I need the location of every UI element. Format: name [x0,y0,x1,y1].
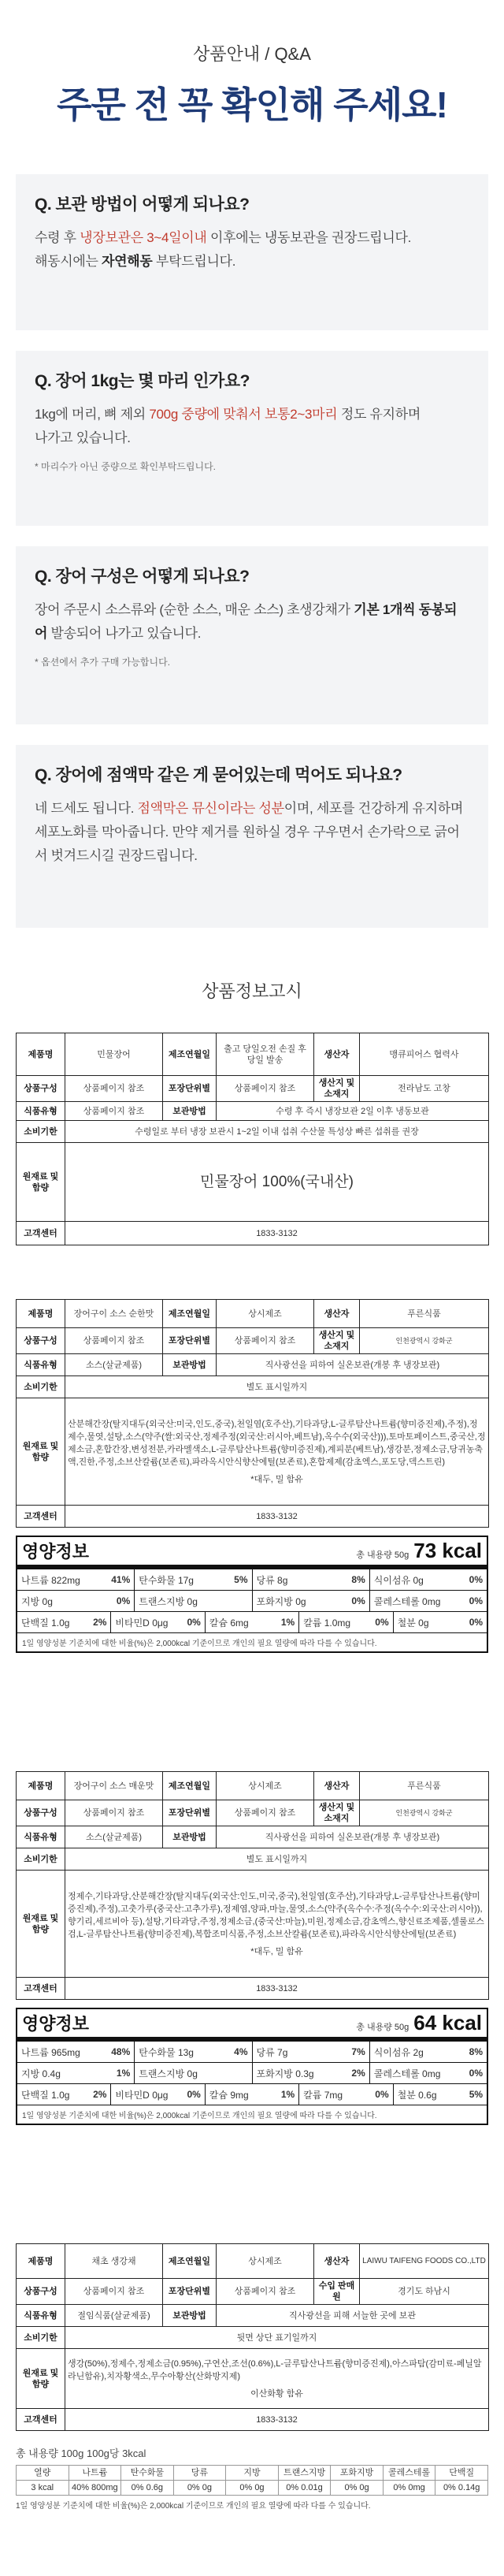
nutrition-cell [135,1569,252,1590]
nutrition-amount: 2g [413,2046,424,2058]
nutrition-cell [253,1569,370,1590]
qa-question: Q. 보관 방법이 어떻게 되나요? [35,195,250,214]
header [0,0,504,128]
nutrition-name: 포화지방 [256,2068,296,2079]
qa-item [16,546,488,724]
nutrition-cell [299,1612,393,1632]
ginger-nutrition-table [16,2465,488,2496]
nutrition-amount: 0g [418,1617,429,1629]
nutrition-label [257,2046,288,2059]
nutrition-cell [370,1569,487,1590]
nutrition-percent: 0% [469,1617,484,1628]
nutrition-name: 트랜스지방 [139,2068,187,2079]
nutrition-label [21,1595,53,1608]
nutrition-label [374,1595,441,1608]
nutrition-cell [253,2042,370,2062]
nutrition-label [21,2067,61,2080]
info-table-sauce-hot: 제품명 장어구이 소스 매운맛 제조연월일 상시제조 생산자 푸른식품 상품구성 상품페이지 참조 포장단위별 상품페이지 참조 생산지 및 소재지 인천광역시 강화군 식품유형 소스(살균제품) 보관방법 직사광선을 피하여 실온보관(개봉 후 냉장보관) 소비기한 별도 표시일까지 원재료 및 함량 정제수,기타과당,산분해간장(탈지대두(외국산:인도,미국,중국),천일염(호주산),기타과당,L-글루탐산나트륨(향미증진제),주정),고춧가루(중국산:고추가루),정제염,양파,마늘,물엿,소스(약주(옥수수:주정(옥수수:외국산:러시아)),향기리,세르비아 등),설탕,기타과당,주정,정제소금,(중국산:마늘),미원,정제소금,감초엑스,향신료조제품,셀룰로스검,L-글루탐산나트륨(향미증진제),복합조미식품,주정,소브산칼륨(보존료),파라옥시안식향산에틸(보존료) *대두, 밀 함유 고객센터 1833-3132 [16,1771,489,2000]
nutrition-percent: 0% [375,1617,389,1628]
nutrition-name: 지방 [21,2068,43,2079]
nutrition-amount: 7g [277,2046,288,2058]
ginger-nutrition-head: 포화지방 [331,2466,384,2481]
nutrition-amount: 822mg [51,1574,80,1586]
ginger-nutrition-head: 탄수화물 [121,2466,174,2481]
nutrition-label [21,2046,80,2059]
qa-note: * 옵션에서 추가 구매 가능합니다. [35,657,171,668]
nutrition-cell [17,2084,111,2105]
nutrition-cell [206,1612,299,1632]
qa-item [16,745,488,928]
ginger-nutrition-head: 트랜스지방 [278,2466,331,2481]
nutrition-percent: 0% [469,1574,483,1585]
nutrition-amount: 9mg [230,2089,249,2101]
nutrition-percent: 41% [111,1574,131,1585]
nutrition-amount: 0.4g [42,2068,61,2079]
nutrition-amount: 0.6g [418,2089,437,2101]
nutrition-percent: 0% [187,2089,201,2100]
nutrition-amount: 8g [277,1574,288,1586]
nutrition-amount: 0mg [422,2068,441,2079]
nutrition-percent: 48% [111,2046,131,2057]
nutrition-row [17,1612,487,1633]
info-title: 상품정보고시 [202,981,302,1001]
ginger-nutrition-value: 0% 0g [331,2481,384,2496]
nutrition-name: 나트륨 [21,1574,52,1586]
qa-question: Q. 장어 구성은 어떻게 되나요? [35,568,250,586]
nutrition-percent: 1% [280,2089,295,2100]
nutrition-label [257,2067,314,2080]
nutrition-percent: 7% [351,2046,365,2057]
nutrition-row [17,1591,487,1612]
nutrition-hot [16,2008,488,2125]
nutrition-percent: 0% [116,1595,131,1606]
nutrition-cell [299,2084,393,2105]
nutrition-percent: 4% [234,2046,248,2057]
nutrition-percent: 8% [351,1574,365,1585]
nutrition-percent: 0% [351,1595,365,1606]
nutrition-amount: 0μg [152,1617,169,1629]
nutrition-cell [135,2063,252,2083]
ginger-nutrition-head: 열량 [17,2466,69,2481]
header-title: 주문 전 꼭 확인해 주세요! [57,84,447,125]
nutrition-label [374,1573,424,1587]
nutrition-name: 철분 [397,2089,419,2101]
info-table-sauce-mild: 제품명 장어구이 소스 순한맛 제조연월일 상시제조 생산자 푸른식품 상품구성 상품페이지 참조 포장단위별 상품페이지 참조 생산지 및 소재지 인천광역시 강화군 식품유형 소스(살균제품) 보관방법 직사광선을 피하여 실온보관(개봉 후 냉장보관) 소비기한 별도 표시일까지 원재료 및 함량 산분해간장(탈지대두(외국산:미국,인도,중국),천일염(호주산),기타과당,L-글루탐산나트륨(향미증진제),주정),정제수,물엿,설탕,소스(약주(쌀:외국산,정제주정(외국산:러시아,베트남),옥수수(외국산))),토마토페이스트,중국산,정제소금,혼합간장,변성전분,카라멜색소,L-글루탐산나트륨(향미증진제),계피분(베트남),생강분,정제소금,당귀농축액,진한,주정,소브산칼륨(보존료),파라옥시안식향산에틸(보존료),혼합제제(감초엑스,포도당,덱스트린) *대두, 밀 함유 고객센터 1833-3132 [16,1299,489,1528]
ginger-nutrition-head: 당류 [173,2466,226,2481]
nutrition-name: 단백질 [21,2089,52,2101]
nutrition-label [398,2088,437,2101]
nutrition-label [257,1595,306,1608]
qa-question: Q. 장어에 점액막 같은 게 묻어있는데 먹어도 되나요? [35,766,402,784]
header-sub: 상품안내 / Q&A [193,44,311,64]
info-table-eel: 제품명 민물장어 제조연월일 출고 당일오전 손질 후 당일 발송 생산자 맹큐피어스 협력사 상품구성 상품페이지 참조 포장단위별 상품페이지 참조 생산지 및 소재지 전라남도 고창 식품유형 상품페이지 참조 보관방법 수령 후 즉시 냉장보관 2일 이후 냉동보관 소비기한 수령일로 부터 냉장 보관시 1~2일 이내 섭취 수산물 특성상 빠른 섭취를 권장 원재료 및 함량 민물장어 100%(국내산) 고객센터 1833-3132 [16,1033,489,1245]
nutrition-serving: 총 내용량 50g 73 kcal [356,1539,482,1562]
nutrition-name: 나트륨 [21,2046,52,2058]
nutrition-title: 영양정보 [22,1542,90,1562]
ginger-nutrition-value: 0% 0g [226,2481,279,2496]
nutrition-cell [370,2063,487,2083]
nutrition-amount: 0g [42,1595,53,1607]
nutrition-percent: 2% [351,2068,365,2079]
nutrition-cell [111,2084,205,2105]
ginger-nutrition-value: 0% 0.14g [435,2481,488,2496]
nutrition-cell [17,2063,135,2083]
nutrition-percent: 5% [234,1574,248,1585]
nutrition-cell [394,1612,487,1632]
nutrition-cell [135,2042,252,2062]
nutrition-row [17,2084,487,2105]
ginger-nutrition-head: 지방 [226,2466,279,2481]
nutrition-amount: 6mg [230,1617,249,1629]
nutrition-label [257,1573,288,1587]
nutrition-label [139,2067,198,2080]
nutrition-foot: 1일 영양성분 기준치에 대한 비율(%)은 2,000kcal 기준이므로 개인의 필요 열량에 따라 다를 수 있습니다. [22,2112,377,2120]
nutrition-amount: 7mg [324,2089,343,2101]
nutrition-percent: 1% [116,2068,131,2079]
nutrition-header [17,2009,487,2042]
nutrition-name: 칼슘 [209,1617,231,1629]
nutrition-amount: 965mg [51,2046,80,2058]
nutrition-name: 탄수화물 [139,2046,178,2058]
nutrition-label [398,1616,429,1629]
ginger-nutrition-value: 0% 0mg [383,2481,435,2496]
nutrition-cell [370,1591,487,1611]
nutrition-name: 칼륨 [303,1617,324,1629]
nutrition-cell [253,1591,370,1611]
nutrition-cell [17,1569,135,1590]
nutrition-label [209,1616,249,1629]
nutrition-label [139,1595,198,1608]
nutrition-percent: 0% [375,2089,389,2100]
nutrition-name: 식이섬유 [373,2046,413,2058]
qa-note: * 마리수가 아닌 중량으로 확인부탁드립니다. [35,461,216,472]
info-table-ginger: 제품명 채초 생강채 제조연월일 상시제조 생산자 LAIWU TAIFENG FOODS CO.,LTD 상품구성 상품페이지 참조 포장단위별 상품페이지 참조 수입 판매원 경기도 하남시 식품유형 절임식품(살균제품) 보관방법 직사광선을 피해 서늘한 곳에 보관 소비기한 뒷면 상단 표기일까지 원재료 및 함량 생강(50%),정제수,정제소금(0.95%),구연산,조선(0.6%),L-글루탐산나트륨(향미증진제),아스파탐(감미료-페닐알라닌함유),치자황색소,무수아황산(산화방지제) 이산화황 함유 고객센터 1833-3132 [16,2243,489,2431]
ginger-nutrition-head: 나트륨 [69,2466,121,2481]
nutrition-label [21,1616,69,1629]
nutrition-cell [253,2063,370,2083]
nutrition-label [139,2046,194,2059]
nutrition-label [374,2046,424,2059]
nutrition-kcal: 64 kcal [413,2011,482,2034]
nutrition-amount: 0g [187,1595,198,1607]
qa-item [16,351,488,526]
nutrition-kcal: 73 kcal [413,1539,482,1562]
nutrition-cell [206,2084,299,2105]
qa-item [16,174,488,330]
nutrition-percent: 8% [469,2046,483,2057]
nutrition-name: 콜레스테롤 [373,1595,423,1607]
nutrition-label [21,2088,69,2101]
nutrition-label [21,1573,80,1587]
nutrition-title: 영양정보 [22,2014,90,2034]
nutrition-percent: 0% [187,1617,201,1628]
nutrition-row [17,1569,487,1591]
nutrition-percent: 2% [93,2089,107,2100]
nutrition-cell [111,1612,205,1632]
ginger-nutrition-head: 단백질 [435,2466,488,2481]
nutrition-label [209,2088,249,2101]
nutrition-name: 칼슘 [209,2089,231,2101]
nutrition-name: 칼륨 [303,2089,324,2101]
nutrition-amount: 0g [295,1595,306,1607]
nutrition-row [17,2063,487,2084]
ginger-nutrition-value: 0% 0g [173,2481,226,2496]
nutrition-amount: 13g [177,2046,194,2058]
qa-question: Q. 장어 1kg는 몇 마리 인가요? [35,372,250,390]
nutrition-label [374,2067,441,2080]
nutrition-amount: 0g [187,2068,198,2079]
qa-answer: 장어 주문시 소스류와 (순한 소스, 매운 소스) 초생강채가 기본 1개씩 동봉되어 발송되어 나가고 있습니다. [35,602,458,641]
nutrition-name: 식이섬유 [373,1574,413,1586]
nutrition-name: 철분 [397,1617,419,1629]
nutrition-name: 트랜스지방 [139,1595,187,1607]
nutrition-cell [17,1591,135,1611]
nutrition-percent: 1% [280,1617,295,1628]
nutrition-name: 당류 [256,2046,278,2058]
nutrition-label [115,1616,168,1629]
nutrition-cell [394,2084,487,2105]
nutrition-name: 콜레스테롤 [373,2068,423,2079]
nutrition-label [139,1573,194,1587]
nutrition-amount: 1.0mg [324,1617,351,1629]
nutrition-percent: 5% [469,2089,484,2100]
nutrition-cell [17,2042,135,2062]
nutrition-header [17,1537,487,1569]
ginger-nutrition-summary: 총 내용량 100g 100g당 3kcal [16,2448,146,2459]
nutrition-row [17,2042,487,2063]
ginger-nutrition-value: 0% 0.01g [278,2481,331,2496]
ginger-nutrition-value: 3 kcal [17,2481,69,2496]
qa-answer: 수령 후 냉장보관은 3~4일이내 이후에는 냉동보관을 권장드립니다. 해동시에는 자연해동 부탁드립니다. [35,230,412,269]
nutrition-cell [370,2042,487,2062]
ginger-nutrition-value: 40% 800mg [69,2481,121,2496]
nutrition-cell [135,1591,252,1611]
nutrition-amount: 17g [177,1574,194,1586]
nutrition-name: 포화지방 [256,1595,296,1607]
nutrition-name: 지방 [21,1595,43,1607]
qa-answer: 네 드세도 됩니다. 점액막은 뮤신이라는 성분이며, 세포를 건강하게 유지하며 세포노화를 막아줍니다. 만약 제거를 원하실 경우 구우면서 손가락으로 긁어서 벗겨드시길 권장드립니다. [35,801,464,863]
nutrition-name: 탄수화물 [139,1574,178,1586]
ginger-nutrition-value: 0% 0.6g [121,2481,174,2496]
nutrition-label [303,2088,343,2101]
nutrition-percent: 2% [93,1617,107,1628]
nutrition-amount: 1.0g [51,1617,70,1629]
ginger-nutrition-head: 콜레스테롤 [383,2466,435,2481]
nutrition-name: 단백질 [21,1617,52,1629]
nutrition-name: 비타민D [115,2089,153,2101]
nutrition-cell [17,1612,111,1632]
nutrition-name: 비타민D [115,1617,153,1629]
nutrition-foot: 1일 영양성분 기준치에 대한 비율(%)은 2,000kcal 기준이므로 개인의 필요 열량에 따라 다를 수 있습니다. [22,1640,377,1648]
nutrition-amount: 0mg [422,1595,441,1607]
nutrition-label [303,1616,350,1629]
nutrition-mild [16,1536,488,1653]
nutrition-amount: 0g [413,1574,424,1586]
ginger-nutrition-foot: 1일 영양성분 기준치에 대한 비율(%)은 2,000kcal 기준이므로 개인의 필요 열량에 따라 다를 수 있습니다. [16,2502,371,2511]
nutrition-percent: 0% [469,1595,483,1606]
nutrition-serving: 총 내용량 50g 64 kcal [356,2011,482,2034]
nutrition-percent: 0% [469,2068,483,2079]
qa-answer: 1kg에 머리, 뼈 제외 700g 중량에 맞춰서 보통2~3마리 정도 유지하며 나가고 있습니다. [35,407,421,445]
nutrition-amount: 0μg [152,2089,169,2101]
nutrition-amount: 0.3g [295,2068,314,2079]
nutrition-label [115,2088,168,2101]
nutrition-amount: 1.0g [51,2089,70,2101]
nutrition-name: 당류 [256,1574,278,1586]
